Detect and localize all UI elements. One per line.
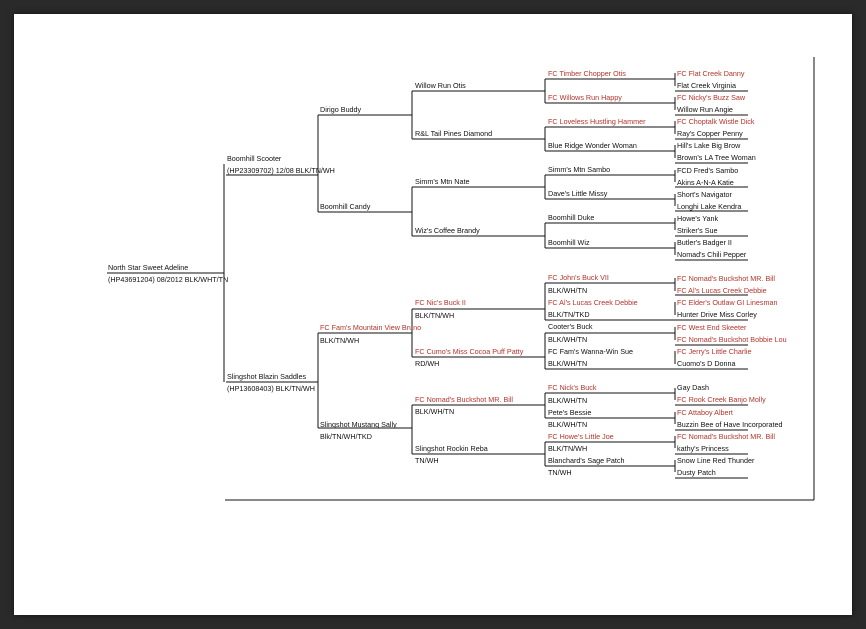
gen6-19: FC Elder's Outlaw GI Linesman	[677, 298, 778, 307]
gen5-l-name: FC Fam's Wanna-Win Sue	[548, 347, 633, 356]
gen6-26: FC Rook Creek Banjo Molly	[677, 395, 766, 404]
gen5-d-name: Blue Ridge Wonder Woman	[548, 141, 637, 150]
gen4-e-info: BLK/TN/WH	[415, 311, 455, 320]
gen6-14: Striker's Sue	[677, 226, 718, 235]
gen5-f-name: Dave's Little Missy	[548, 189, 608, 198]
gen6-15: Butler's Badger II	[677, 238, 732, 247]
gen4-a-name: Willow Run Otis	[415, 81, 466, 90]
gen3-a-name: Dirigo Buddy	[320, 105, 362, 114]
root-dog-registration: (HP43691204) 08/2012 BLK/WHT/TN	[108, 275, 229, 284]
gen6-01: FC Flat Creek Danny	[677, 69, 745, 78]
gen5-l-info: BLK/WH/TN	[548, 359, 588, 368]
gen6-09: FCD Fred's Sambo	[677, 166, 739, 175]
gen5-p-name: Blanchard's Sage Patch	[548, 456, 625, 465]
root-dog-name: North Star Sweet Adeline	[108, 263, 189, 272]
gen5-h-name: Boomhill Wiz	[548, 238, 590, 247]
dam-registration: (HP13608403) BLK/TN/WH	[227, 384, 315, 393]
gen6-29: FC Nomad's Buckshot MR. Bill	[677, 432, 776, 441]
gen5-n-name: Pete's Bessie	[548, 408, 592, 417]
sire-name: Boomhill Scooter	[227, 154, 282, 163]
gen4-d-name: Wiz's Coffee Brandy	[415, 226, 480, 235]
gen4-b-name: R&L Tail Pines Diamond	[415, 129, 493, 138]
gen6-04: Willow Run Angie	[677, 105, 733, 114]
gen6-07: Hill's Lake Big Brow	[677, 141, 741, 150]
gen4-e-name: FC Nic's Buck II	[415, 298, 466, 307]
gen5-i-name: FC John's Buck VII	[548, 273, 609, 282]
gen3-c-info: BLK/TN/WH	[320, 336, 360, 345]
gen6-22: FC Nomad's Buckshot Bobbie Lou	[677, 335, 787, 344]
gen6-13: Howe's Yank	[677, 214, 719, 223]
gen6-08: Brown's LA Tree Woman	[677, 153, 756, 162]
gen5-p-info: TN/WH	[548, 468, 572, 477]
dam-name: Slingshot Blazin Saddles	[227, 372, 307, 381]
gen6-05: FC Choptalk Wistle Dick	[677, 117, 755, 126]
sire-registration: (HP23309702) 12/08 BLK/TN/WH	[227, 166, 335, 175]
gen6-10: Akins A-N-A Katie	[677, 178, 734, 187]
gen3-d-name: Slingshot Mustang Sally	[320, 420, 397, 429]
gen4-g-name: FC Nomad's Buckshot MR. Bill	[415, 395, 514, 404]
gen6-21: FC West End Skeeter	[677, 323, 747, 332]
gen6-12: Longhi Lake Kendra	[677, 202, 742, 211]
gen4-f-info: RD/WH	[415, 359, 440, 368]
gen6-28: Buzzin Bee of Have Incorporated	[677, 420, 783, 429]
gen5-m-info: BLK/WH/TN	[548, 396, 588, 405]
gen5-i-info: BLK/WH/TN	[548, 286, 588, 295]
gen5-c-name: FC Loveless Hustling Hammer	[548, 117, 646, 126]
gen4-c-name: Simm's Mtn Nate	[415, 177, 470, 186]
gen4-f-name: FC Cumo's Miss Cocoa Puff Patty	[415, 347, 524, 356]
gen6-25: Gay Dash	[677, 383, 709, 392]
gen5-o-name: FC Howe's Little Joe	[548, 432, 614, 441]
gen5-k-name: Cooter's Buck	[548, 322, 593, 331]
gen5-j-name: FC Al's Lucas Creek Debbie	[548, 298, 638, 307]
gen4-h-name: Slingshot Rockin Reba	[415, 444, 488, 453]
gen5-a-name: FC Timber Chopper Otis	[548, 69, 626, 78]
gen3-b-name: Boomhill Candy	[320, 202, 371, 211]
gen6-32: Dusty Patch	[677, 468, 716, 477]
gen6-02: Flat Creek Virginia	[677, 81, 736, 90]
gen6-18: FC Al's Lucas Creek Debbie	[677, 286, 767, 295]
gen6-24: Cuomo's D Donna	[677, 359, 736, 368]
gen6-23: FC Jerry's Little Charlie	[677, 347, 752, 356]
gen5-k-info: BLK/WH/TN	[548, 335, 588, 344]
gen6-20: Hunter Drive Miss Corley	[677, 310, 757, 319]
gen5-e-name: Simm's Mtn Sambo	[548, 165, 611, 174]
gen3-d-info: Blk/TN/WH/TKD	[320, 432, 372, 441]
gen6-31: Snow Line Red Thunder	[677, 456, 755, 465]
gen6-17: FC Nomad's Buckshot MR. Bill	[677, 274, 776, 283]
gen3-c-name: FC Fam's Mountain View Bruno	[320, 323, 422, 332]
gen6-06: Ray's Copper Penny	[677, 129, 743, 138]
gen5-n-info: BLK/WH/TN	[548, 420, 588, 429]
gen5-m-name: FC Nick's Buck	[548, 383, 597, 392]
gen6-27: FC Attaboy Albert	[677, 408, 733, 417]
gen6-16: Nomad's Chili Pepper	[677, 250, 747, 259]
gen6-03: FC Nicky's Buzz Saw	[677, 93, 746, 102]
gen6-30: kathy's Princess	[677, 444, 729, 453]
gen6-11: Short's Navigator	[677, 190, 732, 199]
gen4-g-info: BLK/WH/TN	[415, 407, 455, 416]
gen4-h-info: TN/WH	[415, 456, 439, 465]
gen5-g-name: Boomhill Duke	[548, 213, 595, 222]
gen5-o-info: BLK/TN/WH	[548, 444, 588, 453]
gen5-j-info: BLK/TN/TKD	[548, 310, 590, 319]
gen5-b-name: FC Willows Run Happy	[548, 93, 622, 102]
